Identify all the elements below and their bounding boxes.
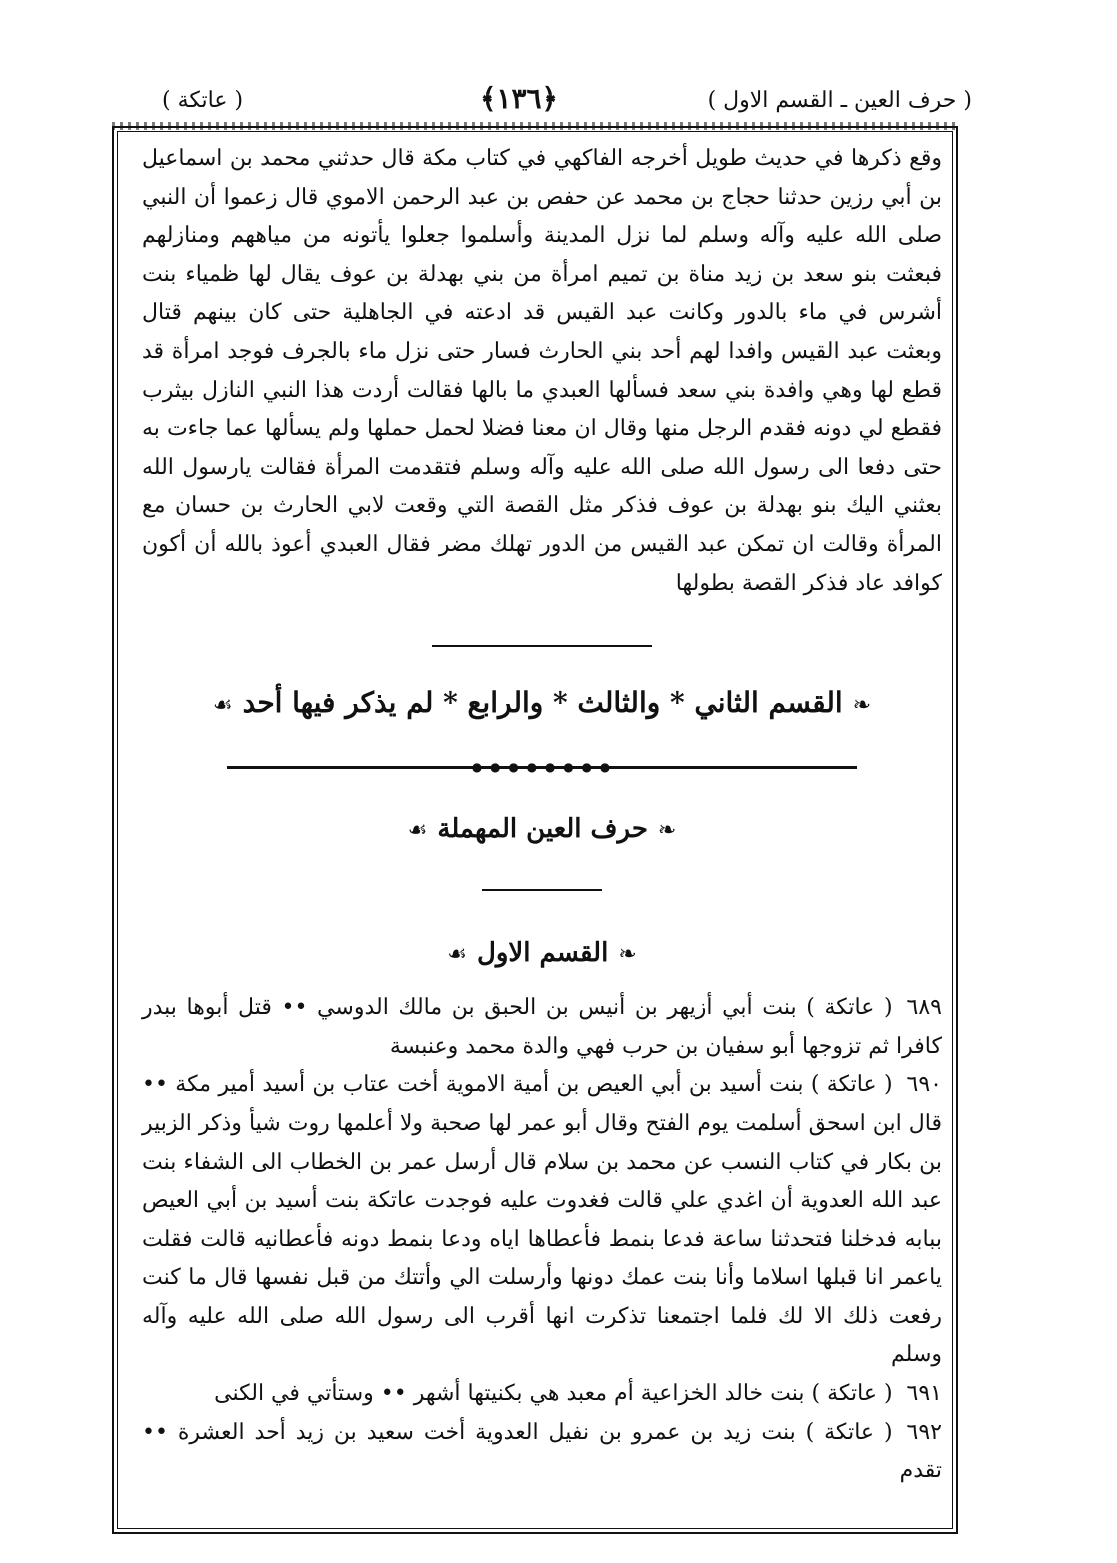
- part-heading: [142, 933, 942, 975]
- biography-entry: [142, 1066, 942, 1375]
- entry-number: ٦٩٢: [906, 1419, 942, 1445]
- page-number: ﴿١٣٦﴾: [480, 82, 558, 115]
- biography-entry: [142, 989, 942, 1066]
- ornamental-rule: [227, 760, 857, 775]
- ornament-icon: ❧: [657, 818, 677, 844]
- biography-entry: [142, 1375, 942, 1414]
- divider-rule: [482, 889, 602, 891]
- ornament-icon: ☙: [407, 818, 428, 844]
- ornament-icon: ☙: [212, 693, 233, 719]
- entry-number: ٦٩٠: [906, 1072, 942, 1098]
- biography-entry: [142, 1414, 942, 1491]
- entry-text: ( عاتكة ) بنت أبي أزيهر بن أنيس بن الحبق بن مالك الدوسي •• قتل أبوها ببدر كافرا ثم تزوجها أبو سفيان بن حرب فهي والدة محمد وعنبسة: [142, 995, 942, 1059]
- entry-number: ٦٩١: [906, 1381, 942, 1407]
- entry-text: ( عاتكة ) بنت أسيد بن أبي العيص بن أمية الاموية أخت عتاب بن أسيد أمير مكة •• قال ابن اسحق أسلمت يوم الفتح وقال أبو عمر لها صحبة ولا أعلمها روت شيأ وذكر الزبير بن بكار في كتاب النسب عن محمد بن سلام قال أرسل عمر بن الخطاب الى الشفاء بنت عبد الله العدوية أن اغدي علي قالت فغدوت عليه فوجدت عاتكة بنت أسيد بن أبي العيص ببابه فدخلنا فتحدثنا ساعة فدعا بنمط فأعطاها اياه ودعا بنمط دونه فأعطانيه قالت فقلت ياعمر انا قبلها اسلاما وأنا بنت عمك دونها وأرسلت الي وأتتك من قبل نفسها قال ما كنت رفعت ذلك الا لك فلما اجتمعنا تذكرت انها أقرب الى رسول الله صلى الله عليه وآله وسلم: [142, 1072, 942, 1368]
- entry-number: ٦٨٩: [906, 995, 942, 1021]
- entry-text: ( عاتكة ) بنت زيد بن عمرو بن نفيل العدوية أخت سعيد بن زيد أحد العشرة •• تقدم: [142, 1419, 942, 1484]
- entry-label: ( عاتكة ): [162, 88, 244, 113]
- letter-title: حرف العين المهملة: [437, 814, 648, 845]
- divider-rule: [432, 645, 652, 647]
- continuation-paragraph: وقع ذكرها في حديث طويل أخرجه الفاكهي في كتاب مكة قال حدثني محمد بن اسماعيل بن أبي رزين حدثنا حجاج بن محمد عن حفص بن عبد الرحمن الاموي قال زعموا أن النبي صلى الله عليه وآله وسلم لما نزل المدينة وأسلموا جعلوا يأتونه من مياههم ومنازلهم فبعثت بنو سعد بن زيد مناة بن تميم امرأة من بني بهدلة بن عوف يقال لها ظمياء بنت أشرس في ماء بالدور وكانت عبد القيس قد ادعته في الجاهلية حتى كان بينهم قتال وبعثت عبد القيس وافدا لهم أحد بني الحارث فسار حتى نزل ماء بالجرف فوجد امرأة قد قطع لها وهي وافدة بني سعد فسألها العبدي ما بالها فقالت أردت هذا النبي النازل بيثرب فقطع لي دونه فقدم الرجل منها وقال ان معنا فضلا لحمل حملها ولم يسألها عما جاءت به حتى دفعا الى رسول الله صلى الله عليه وآله وسلم فتقدمت المرأة فقالت يارسول الله بعثني اليك بنو بهدلة بن عوف فذكر مثل القصة التي وقعت لابي الحارث بن حسان مع المرأة وقالت ان تمكن عبد القيس من الدور تهلك مضر فقال العبدي أعوذ بالله أن أكون كوافد عاد فذكر القصة بطولها: [142, 146, 943, 596]
- knot-ornament-icon: ● ● ● ● ● ● ● ●: [471, 760, 613, 775]
- letter-heading: [142, 809, 942, 851]
- part-title: القسم الاول: [476, 938, 609, 969]
- ornament-icon: ☙: [447, 942, 467, 968]
- divider-heading: [142, 683, 942, 726]
- ornament-icon: ❧: [852, 693, 872, 719]
- entry-text: ( عاتكة ) بنت خالد الخزاعية أم معبد هي بكنيتها أشهر •• وستأتي في الكنى: [214, 1381, 893, 1407]
- ornament-icon: ❧: [618, 942, 637, 968]
- section-label: ( حرف العين ـ القسم الاول ): [707, 88, 972, 113]
- page-content: [142, 140, 942, 1491]
- divider-title: القسم الثاني * والثالث * والرابع * لم يذكر فيها أحد: [242, 686, 843, 720]
